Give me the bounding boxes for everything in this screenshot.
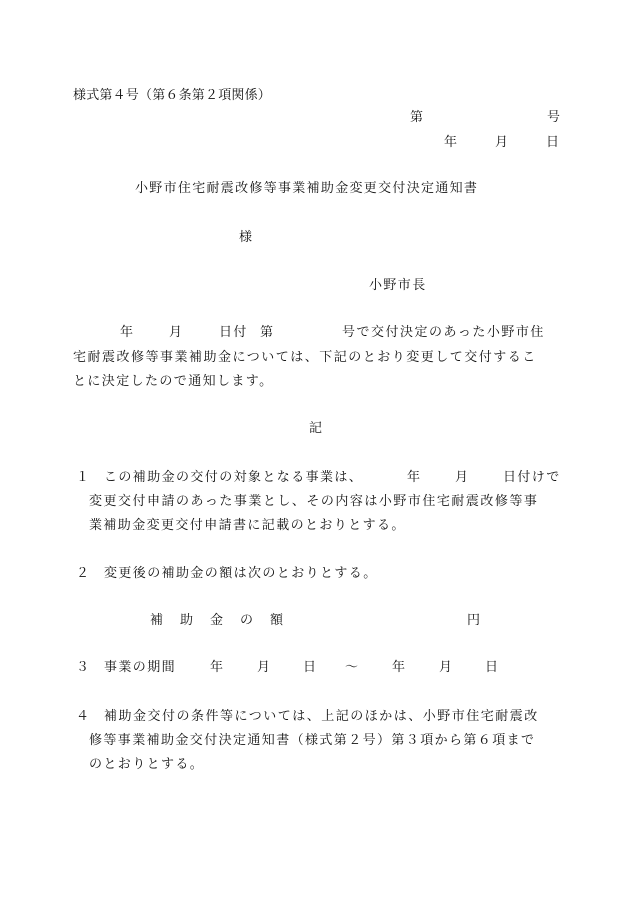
item-4-number: ４ [76,709,91,724]
intro-dai: 第 [260,325,275,340]
amount-label-char-5: 額 [270,613,285,628]
amount-label-char-1: 補 [150,613,165,628]
item-3-end-month: 月 [439,660,454,675]
item-1-line2: 変更交付申請のあった事業とし、その内容は小野市住宅耐震改修等事 [89,494,539,509]
intro-year: 年 [120,325,135,340]
header-year: 年 [444,135,459,150]
amount-label-char-2: 助 [180,613,195,628]
item-1-line3: 業補助金変更交付申請書に記載のとおりとする。 [89,518,406,533]
item-3-start-year: 年 [210,660,225,675]
item-4-line2: 修等事業補助金交付決定通知書（様式第２号）第３項から第６項まで [89,733,536,748]
item-2-number: ２ [76,566,91,581]
issuer-name: 小野市長 [369,278,427,293]
form-number: 様式第４号（第６条第２項関係） [73,88,272,103]
item-1-month: 月 [455,470,470,485]
item-1-number: １ [76,470,91,485]
intro-line1-rest: 号で交付決定のあった小野市住 [342,325,545,340]
header-month: 月 [495,135,510,150]
intro-line2: 宅耐震改修等事業補助金については、下記のとおり変更して交付するこ [73,350,537,365]
header-go: 号 [547,110,562,125]
amount-unit-yen: 円 [467,613,482,628]
intro-line3: とに決定したので通知します。 [73,374,274,389]
item-1-day: 日付けで [503,470,561,485]
document-title: 小野市住宅耐震改修等事業補助金変更交付決定通知書 [135,181,479,196]
item-3-end-year: 年 [392,660,407,675]
header-dai: 第 [410,110,425,125]
item-3-number: ３ [76,660,91,675]
item-1-text: この補助金の交付の対象となる事業は、 [104,470,364,485]
item-3-label: 事業の期間 [104,660,177,675]
item-3-start-month: 月 [257,660,272,675]
intro-day: 日付 [219,325,248,340]
addressee-suffix: 様 [239,230,254,245]
item-1-year: 年 [407,470,422,485]
header-day: 日 [546,135,561,150]
item-3-tilde: ～ [345,660,360,675]
item-3-end-day: 日 [485,660,500,675]
item-4-line3: のとおりとする。 [89,757,205,772]
amount-label-char-3: 金 [210,613,225,628]
intro-month: 月 [169,325,184,340]
item-3-start-day: 日 [303,660,318,675]
ki-heading: 記 [309,421,324,436]
item-4-line1: 補助金交付の条件等については、上記のほかは、小野市住宅耐震改 [104,709,539,724]
item-2-text: 変更後の補助金の額は次のとおりとする。 [104,566,378,581]
amount-label-char-4: の [240,613,255,628]
